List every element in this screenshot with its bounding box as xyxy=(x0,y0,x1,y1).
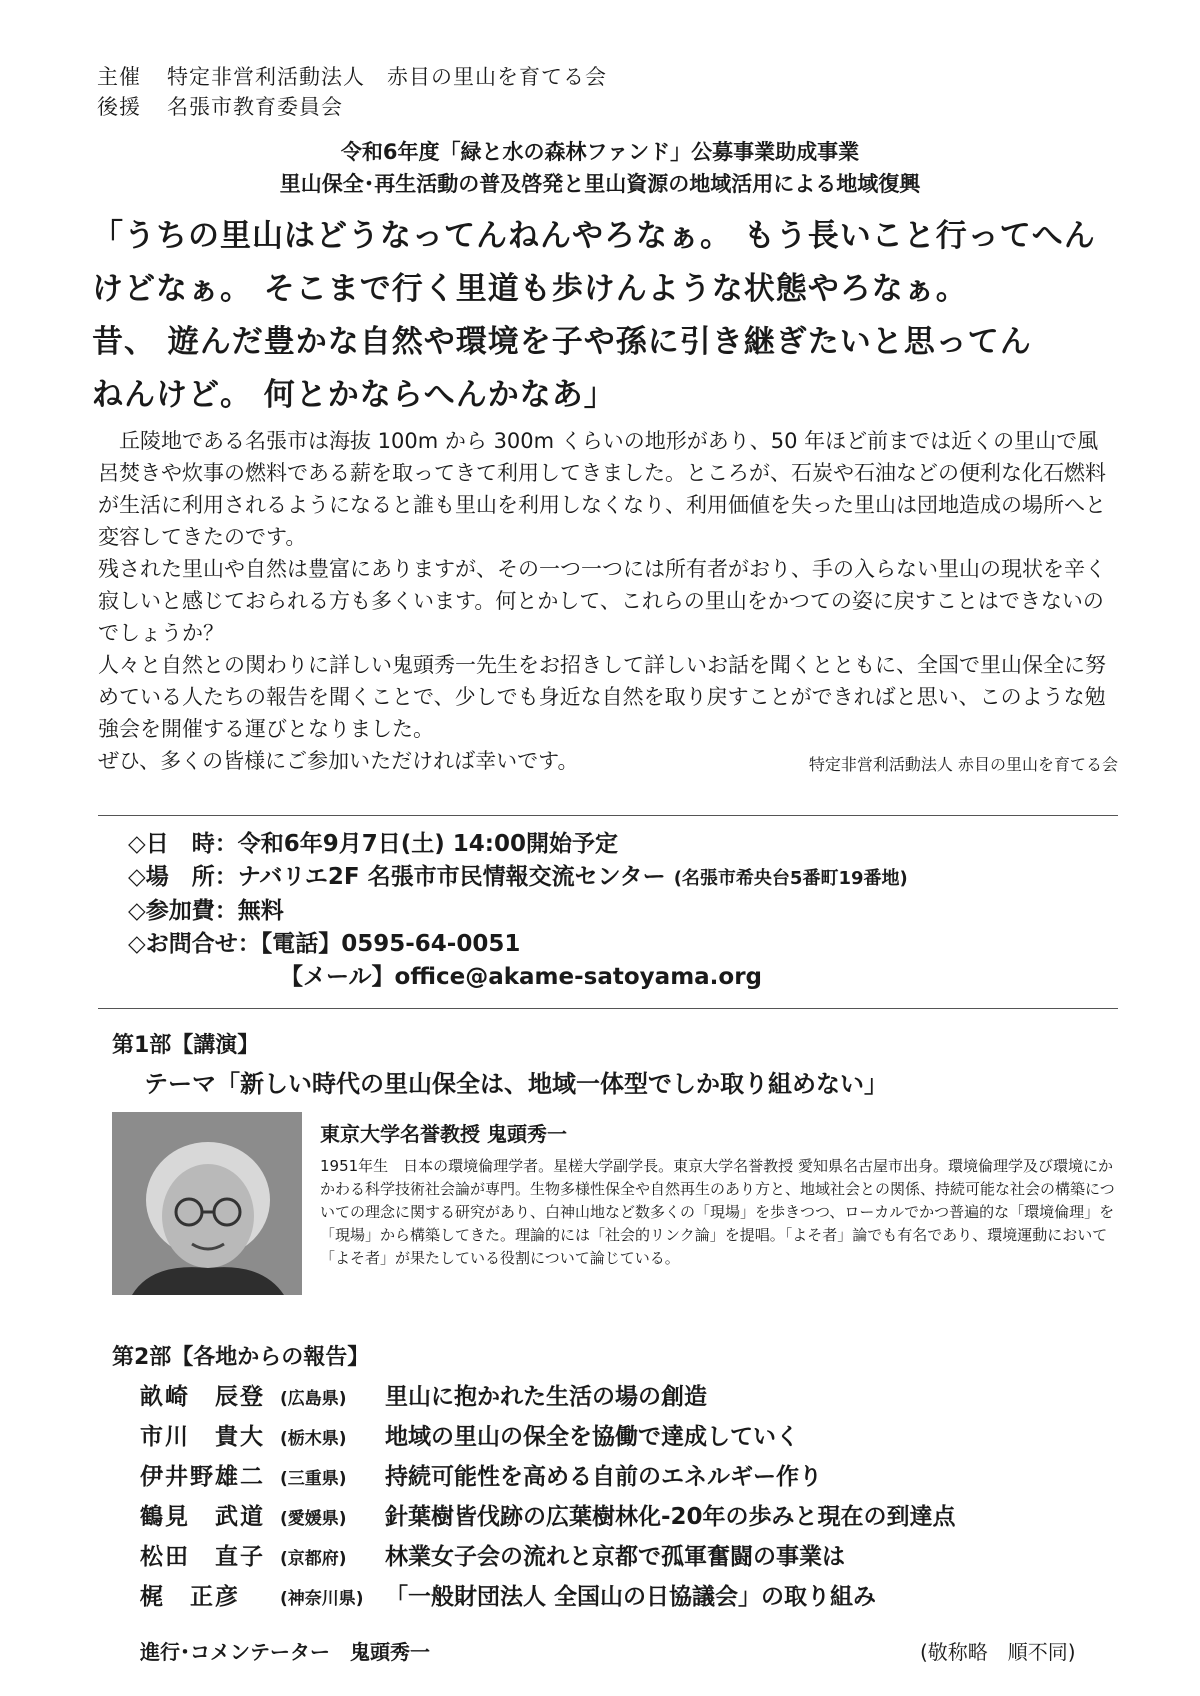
reporter-pref: (広島県) xyxy=(280,1389,347,1409)
report-title: 「一般財団法人 全国山の日協議会」の取り組み xyxy=(385,1584,877,1610)
subtitle-1: 令和6年度「緑と水の森林ファンド」公募事業助成事業 xyxy=(340,140,860,164)
date-row xyxy=(128,828,908,861)
report-title: 針葉樹皆伐跡の広葉樹林化-20年の歩みと現在の到達点 xyxy=(385,1504,956,1530)
reporter-name: 畝崎 辰登 xyxy=(140,1384,265,1410)
support-label: 後援 xyxy=(97,95,141,119)
organizer-line xyxy=(97,62,607,92)
paragraph xyxy=(98,745,1118,777)
report-row xyxy=(140,1458,956,1498)
contact-label: ◇お問合せ： xyxy=(128,931,261,957)
place-value: ナバリエ2F 名張市市民情報交流センター xyxy=(237,864,666,890)
reporter-pref: (京都府) xyxy=(280,1549,347,1569)
closing-line: ぜひ、多くの皆様にご参加いただければ幸いです。 xyxy=(98,749,579,773)
organizer-value: 特定非営利活動法人 赤目の里山を育てる会 xyxy=(167,65,607,89)
fee-row xyxy=(128,895,908,928)
report-row xyxy=(140,1538,956,1578)
reporter-pref: (三重県) xyxy=(280,1469,347,1489)
reporter-name: 市川 貴大 xyxy=(140,1424,265,1450)
reporter-pref: (栃木県) xyxy=(280,1429,347,1449)
speaker-bio: 1951年生 日本の環境倫理学者。星槎大学副学長。東京大学名誉教授 愛知県名古屋市出身。環境倫理学及び環境にかかわる科学技術社会論が専門。生物多様性保全や自然再生のあり方と、地域社会との関係、持続可能な社会の構築についての理念に関する研究があり、白神山地など数多くの「現場」を歩きつつ、ローカルでかつ普遍的な「環境倫理」を「現場」から構築してきた。理論的には「社会的リンク論」を提唱。「よそ者」論でも有名であり、環境運動において「よそ者」が果たしている役割について論じている。 xyxy=(320,1157,1115,1267)
report-title: 地域の里山の保全を協働で達成していく xyxy=(385,1424,799,1450)
report-title: 持続可能性を高める自前のエネルギー作り xyxy=(385,1464,822,1490)
reporter-name: 伊井野雄二 xyxy=(140,1464,265,1490)
signature: 特定非営利活動法人 赤目の里山を育てる会 xyxy=(808,755,1118,774)
report-row xyxy=(140,1578,956,1618)
mail-row xyxy=(128,961,908,994)
speaker-name: 東京大学名誉教授 鬼頭秀一 xyxy=(320,1122,567,1146)
reporter-pref: (神奈川県) xyxy=(280,1589,364,1609)
report-list xyxy=(140,1378,956,1618)
organizer-label: 主催 xyxy=(97,65,141,89)
phone-number: 【電話】0595-64-0051 xyxy=(260,931,521,957)
honorifics-note: (敬称略 順不同) xyxy=(920,1640,1076,1664)
paragraph: 残された里山や自然は豊富にありますが、その一つ一つには所有者がおり、手の入らない里山の現状を辛く寂しいと感じておられる方も多くいます。何とかして、これらの里山をかつての姿に戻すことはできないのでしょうか？ xyxy=(98,557,1106,645)
mail-address: 【メール】office@akame-satoyama.org xyxy=(280,964,763,990)
support-value: 名張市教育委員会 xyxy=(167,95,343,119)
quote-line: けどなぁ。 そこまで行く里道も歩けんような状態やろなぁ。 xyxy=(92,271,968,307)
subtitle-2: 里山保全･再生活動の普及啓発と里山資源の地域活用による地域復興 xyxy=(279,172,921,196)
place-label: ◇場 所： xyxy=(128,864,238,890)
reporter-pref: (愛媛県) xyxy=(280,1509,347,1529)
speaker-profile xyxy=(320,1118,1120,1270)
part1-heading: 第1部【講演】 xyxy=(112,1033,260,1058)
paragraph: 人々と自然との関わりに詳しい鬼頭秀一先生をお招きして詳しいお話を聞くとともに、全国で里山保全に努めている人たちの報告を聞くことで、少しでも身近な自然を取り戻すことができればと思い、このような勉強会を開催する運びとなりました。 xyxy=(98,653,1106,741)
contact-row xyxy=(128,928,908,961)
reporter-name: 鶴見 武道 xyxy=(140,1504,265,1530)
quote-line: 昔、 遊んだ豊かな自然や環境を子や孫に引き継ぎたいと思ってん xyxy=(92,324,1032,360)
date-label: ◇日 時： xyxy=(128,831,238,857)
quote-line: 「うちの里山はどうなってんねんやろなぁ。 もう長いこと行ってへん xyxy=(92,218,1096,254)
report-row xyxy=(140,1378,956,1418)
divider xyxy=(98,1008,1118,1009)
report-title: 里山に抱かれた生活の場の創造 xyxy=(385,1384,707,1410)
place-row xyxy=(128,861,908,895)
report-row xyxy=(140,1498,956,1538)
reporter-name: 梶 正彦 xyxy=(140,1584,240,1610)
report-row xyxy=(140,1418,956,1458)
support-line xyxy=(97,92,343,122)
reporter-name: 松田 直子 xyxy=(140,1544,265,1570)
report-title: 林業女子会の流れと京都で孤軍奮闘の事業は xyxy=(385,1544,845,1570)
part1-theme: テーマ「新しい時代の里山保全は、地域一体型でしか取り組めない」 xyxy=(144,1070,888,1098)
place-address: (名張市希央台5番町19番地) xyxy=(673,868,908,889)
intro-text xyxy=(98,425,1118,781)
quote-block xyxy=(92,210,1132,422)
date-value: 令和6年9月7日(土) 14:00開始予定 xyxy=(237,831,618,857)
speaker-photo xyxy=(112,1112,302,1295)
paragraph: 丘陵地である名張市は海抜 100m から 300m くらいの地形があり、50 年ほど前までは近くの里山で風呂焚きや炊事の燃料である薪を取ってきて利用してきました。ところが、石炭や石油などの便利な化石燃料が生活に利用されるようになると誰も里山を利用しなくなり、利用価値を失った里山は団地造成の場所へと変容してきたのです。 xyxy=(98,429,1106,549)
fee-value: 無料 xyxy=(237,898,284,924)
event-info xyxy=(128,828,908,994)
moderator: 進行･コメンテーター 鬼頭秀一 xyxy=(140,1640,430,1664)
part2-heading: 第2部【各地からの報告】 xyxy=(112,1345,370,1370)
divider xyxy=(98,815,1118,816)
fee-label: ◇参加費： xyxy=(128,898,238,924)
quote-line: ねんけど。 何とかならへんかなあ」 xyxy=(92,377,616,413)
